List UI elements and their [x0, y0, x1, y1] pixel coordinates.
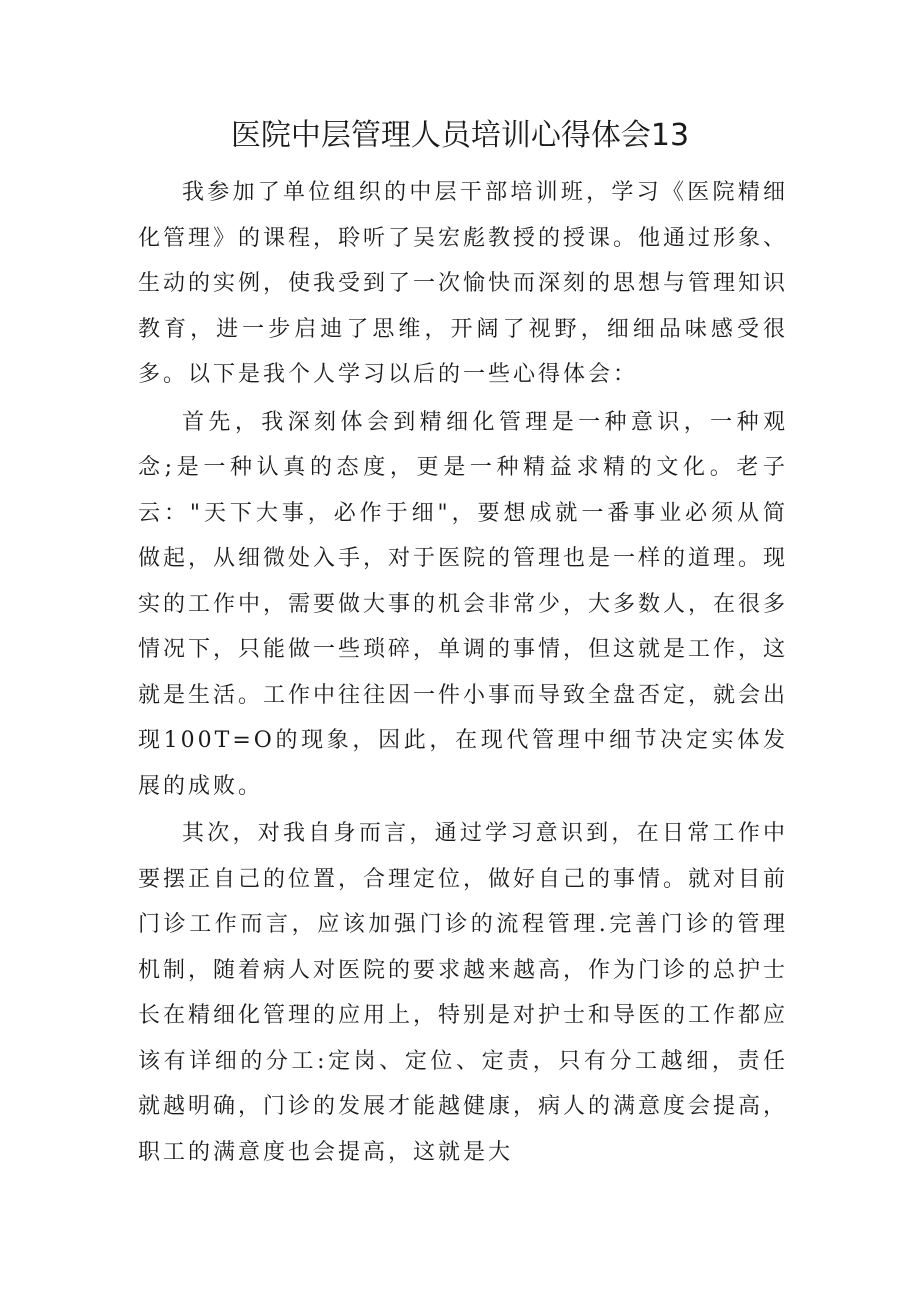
document-body — [138, 170, 788, 1175]
document-title: 医院中层管理人员培训心得体会13 — [230, 118, 690, 153]
paragraph-1: 我参加了单位组织的中层干部培训班，学习《医院精细化管理》的课程，聆听了吴宏彪教授的授课。他通过形象、生动的实例，使我受到了一次愉快而深刻的思想与管理知识教育，进一步启迪了思维，开阔了视野，细细品味感受很多。以下是我个人学习以后的一些心得体会： — [138, 180, 789, 387]
paragraph-2: 首先，我深刻体会到精细化管理是一种意识，一种观念;是一种认真的态度，更是一种精益求精的文化。老子云："天下大事，必作于细"，要想成就一番事业必须从简做起，从细微处入手，对于医院的管理也是一样的道理。现实的工作中，需要做大事的机会非常少，大多数人，在很多情况下，只能做一些琐碎，单调的事情，但这就是工作，这就是生活。工作中往往因一件小事而导致全盘否定，就会出现100T=O的现象，因此，在现代管理中细节决定实体发展的成败。 — [138, 409, 789, 799]
paragraph-3: 其次，对我自身而言，通过学习意识到，在日常工作中要摆正自己的位置，合理定位，做好自己的事情。就对目前门诊工作而言，应该加强门诊的流程管理.完善门诊的管理机制，随着病人对医院的要求越来越高，作为门诊的总护士长在精细化管理的应用上，特别是对护士和导医的工作都应该有详细的分工:定岗、定位、定责，只有分工越细，责任就越明确，门诊的发展才能越健康，病人的满意度会提高，职工的满意度也会提高，这就是大 — [138, 821, 789, 1165]
